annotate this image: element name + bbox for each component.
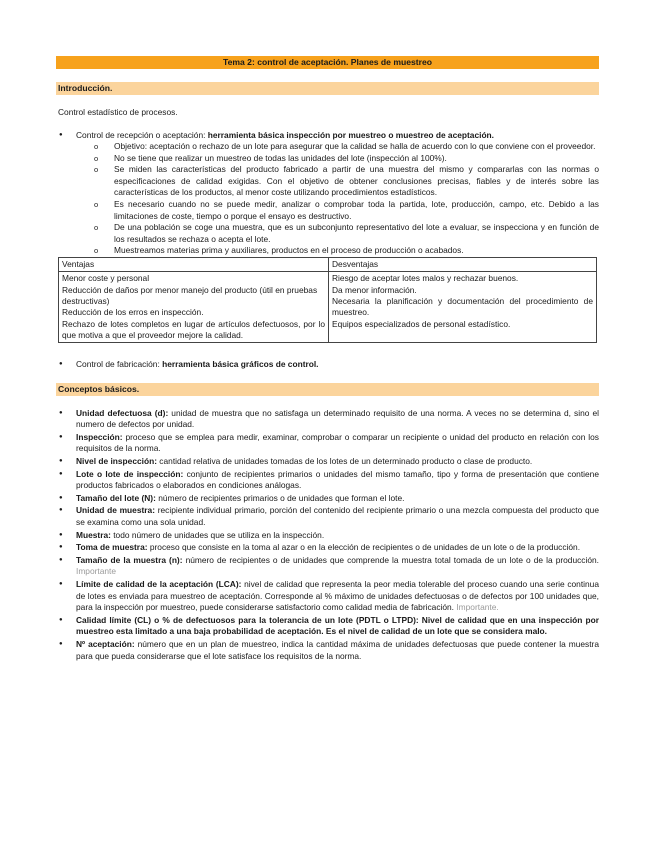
control-fabricacion-label: Control de fabricación:	[76, 359, 160, 370]
concept-n-aceptacion	[56, 639, 599, 662]
concept-text: número de recipientes o de unidades que comprende la muestra total tomada de un lote o de la producción.	[182, 554, 599, 565]
bullet-control-recepcion	[56, 130, 599, 258]
desventaja-item: Necesaria la planificación y documentación del procedimiento de muestreo.	[332, 295, 593, 318]
concept-text: proceso que se emplea para medir, examinar, comprobar o comparar un recipiente o unidad del producto en relación con los requisitos de la norma.	[76, 431, 599, 454]
document-title: Tema 2: control de aceptación. Planes de muestreo	[56, 56, 599, 69]
section-heading-introduccion: Introducción.	[56, 82, 599, 95]
concepts-list	[56, 408, 599, 662]
concept-unidad-defectuosa	[56, 408, 599, 431]
concept-text: todo número de unidades que se utiliza en la inspección.	[110, 529, 325, 540]
ventajas-desventajas-table	[58, 257, 597, 343]
sub-item-caracteristicas: o Se miden las características del producto fabricado a partir de una muestra del mismo y compararlas con las normas o especificaciones de calidad exigidas. Con el objetivo de obtener conclusiones precisas, fiables y de interés sobre las características de los productos, al menor coste utilizando procedimientos estadísticos.	[76, 164, 599, 199]
concept-term: Lote o lote de inspección:	[76, 468, 184, 479]
concept-term: Nº aceptación:	[76, 638, 135, 649]
document-page	[56, 56, 599, 663]
importante-note: Importante	[76, 566, 117, 577]
sub-item-objetivo: o Objetivo: aceptación o rechazo de un lote para asegurar que la calidad se halla de acuerdo con lo que conviene con el proveedor.	[76, 141, 599, 153]
concept-text: conjunto de recipientes primarios o unidades del mismo tamaño, tipo y forma de presentación que contiene productos fabricados o elaborados en condiciones análogas.	[76, 468, 599, 491]
fabrication-bullet-list	[56, 359, 599, 371]
concept-lca	[56, 579, 599, 614]
ventaja-item: Rechazo de lotes completos en lugar de artículos defectuosos, por lo que motiva a que el proveedor mejore la calidad.	[62, 318, 325, 340]
table-body-row	[59, 272, 597, 343]
ventajas-cell	[59, 272, 329, 343]
concept-text: número que en un plan de muestreo, indica la cantidad máxima de unidades defectuosas que puede contener la muestra para que pueda considerarse que el lote satisface los requisitos de la norma.	[76, 638, 599, 661]
concept-nivel-inspeccion	[56, 456, 599, 468]
concept-toma-muestra	[56, 542, 599, 554]
bullet-control-fabricacion	[56, 359, 599, 371]
concept-tamano-muestra	[56, 555, 599, 578]
concept-text: proceso que consiste en la toma al azar o en la elección de recipientes o de unidades de un lote o de la producción.	[147, 542, 581, 553]
concept-lote	[56, 469, 599, 492]
recepcion-sublist	[76, 141, 599, 257]
sub-item-poblacion-muestra: o De una población se coge una muestra, que es un subconjunto representativo del lote a evaluar, se inspecciona y en función de los resultados se rechaza o acepta el lote.	[76, 222, 599, 245]
concept-term: Nivel de inspección:	[76, 456, 157, 467]
ventaja-item: Reducción de daños por menor manejo del producto (útil en pruebas destructivas)	[62, 284, 318, 306]
sub-item-no-muestreo-total: o No se tiene que realizar un muestreo de todas las unidades del lote (inspección al 100%).	[76, 153, 599, 165]
subheading-control-estadistico: Control estadístico de procesos.	[58, 107, 178, 117]
concept-tamano-lote	[56, 493, 599, 505]
concept-term: Tamaño de la muestra (n):	[76, 554, 183, 565]
concept-text: número de recipientes primarios o de unidades que forman el lote.	[155, 492, 405, 503]
concept-term: Tamaño del lote (N):	[76, 492, 156, 503]
control-recepcion-text: herramienta básica inspección por muestreo o muestreo de aceptación.	[205, 129, 495, 140]
desventaja-item: Da menor información.	[332, 284, 417, 295]
concept-term: Calidad límite (CL) o % de defectuosos para la tolerancia de un lote (PDTL o LTPD):	[76, 614, 419, 625]
section-heading-conceptos: Conceptos básicos.	[56, 383, 599, 396]
desventajas-cell	[329, 272, 597, 343]
header-desventajas: Desventajas	[329, 258, 597, 272]
ventaja-item: Reducción de los erros en inspección.	[62, 307, 204, 318]
concept-term: Unidad de muestra:	[76, 505, 155, 516]
concept-text: unidad de muestra que no satisfaga un determinado requisito de una norma. A veces no se determina d, sino el numero de defectos por unidad.	[76, 407, 599, 430]
concept-term: Inspección:	[76, 431, 123, 442]
desventaja-item: Riesgo de aceptar lotes malos y rechazar buenos.	[332, 273, 519, 284]
concept-text: nivel de calidad que representa la peor media tolerable del proceso cuando una serie continua de lotes es enviada para muestreo de aceptación. Corresponde al % máximo de unidades defectuosas o de defectos por 100 unidades que, para la inspección por muestreo, puede considerarse satisfactorio como calidad media de fabricación.	[76, 579, 599, 613]
concept-unidad-muestra	[56, 505, 599, 528]
desventaja-item: Equipos especializados de personal estadístico.	[332, 318, 511, 329]
concept-text: recipiente individual primario, porción del contenido del recipiente primario o una mezcla compuesta del producto que se examina como una sola unidad.	[76, 505, 599, 528]
control-recepcion-label: Control de recepción o aceptación:	[76, 129, 206, 140]
concept-term: Muestra:	[76, 529, 111, 540]
control-fabricacion-text: herramienta básica gráficos de control.	[159, 359, 319, 370]
ventaja-item: Menor coste y personal	[62, 273, 150, 284]
concept-inspeccion	[56, 432, 599, 455]
concepts-section	[56, 408, 599, 662]
header-ventajas: Ventajas	[59, 258, 329, 272]
concept-term: Límite de calidad de la aceptación (LCA):	[76, 579, 242, 590]
sub-item-materias: o Muestreamos materias prima y auxiliares, productos en el proceso de producción o acabados.	[76, 245, 599, 257]
concept-term: Toma de muestra:	[76, 542, 148, 553]
table-header-row	[59, 258, 597, 272]
importante-note: Importante.	[456, 602, 499, 613]
concept-muestra	[56, 530, 599, 542]
sub-item-necesario: o Es necesario cuando no se puede medir, analizar o comprobar toda la partida, lote, producción, campo, etc. Debido a las limitaciones de coste, tiempo o porque el ensayo es destructivo.	[76, 199, 599, 222]
intro-bullet-list	[56, 130, 599, 258]
concept-calidad-limite	[56, 615, 599, 638]
concept-text: Nivel de calidad que en una inspección por muestreo esta limitado a una baja probabilidad de aceptación. Es el nivel de calidad de un lote que se considera malo.	[76, 614, 599, 637]
concept-text: cantidad relativa de unidades tomadas de los lotes de un determinado producto o clase de producto.	[156, 456, 533, 467]
concept-term: Unidad defectuosa (d):	[76, 407, 169, 418]
